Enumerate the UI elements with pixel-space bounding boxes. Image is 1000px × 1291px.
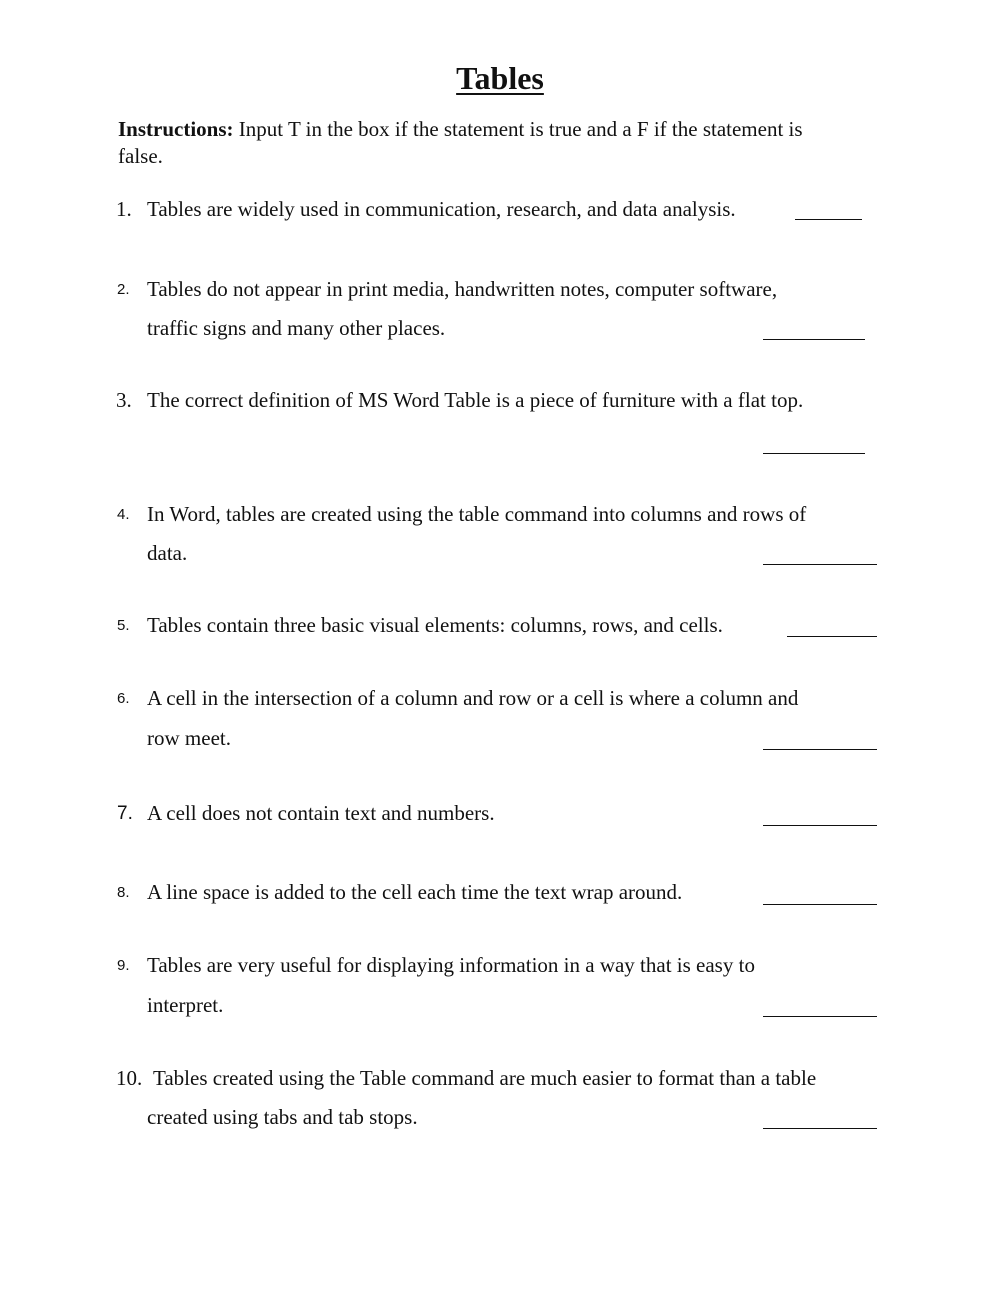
question-text-continued: row meet.: [147, 726, 231, 750]
question-number: 9.: [117, 957, 130, 974]
answer-blank-5[interactable]: [787, 636, 877, 637]
question-number: 4.: [117, 506, 130, 523]
question-text: Tables are widely used in communication, research, and data analysis.: [147, 197, 736, 221]
instructions: [118, 116, 878, 170]
answer-blank-4[interactable]: [763, 564, 877, 565]
instructions-text-continued: false.: [118, 144, 163, 168]
question-text-continued: traffic signs and many other places.: [147, 316, 446, 340]
question-text: Tables are very useful for displaying information in a way that is easy to: [147, 953, 755, 977]
question-number: 5.: [117, 617, 130, 634]
question-text: Tables created using the Table command are much easier to format than a table: [153, 1066, 817, 1090]
question-number: 1.: [116, 197, 132, 221]
instructions-label: Instructions:: [118, 117, 234, 141]
instructions-text: Input T in the box if the statement is true and a F if the statement is: [233, 117, 803, 141]
answer-blank-10[interactable]: [763, 1128, 877, 1129]
question-number: 6.: [117, 690, 130, 707]
question-text: A cell in the intersection of a column and row or a cell is where a column and: [147, 686, 799, 710]
answer-blank-8[interactable]: [763, 904, 877, 905]
question-number: 8.: [117, 884, 130, 901]
page-title: [0, 58, 1000, 98]
question-text: A cell does not contain text and numbers.: [147, 801, 495, 825]
question-number: 2.: [117, 281, 130, 298]
answer-blank-3[interactable]: [763, 453, 865, 454]
question-text-continued: data.: [147, 541, 188, 565]
question-text: The correct definition of MS Word Table is a piece of furniture with a flat top.: [147, 388, 804, 412]
answer-blank-7[interactable]: [763, 825, 877, 826]
answer-blank-1[interactable]: [795, 219, 862, 220]
question-number: 10.: [116, 1066, 143, 1090]
answer-blank-6[interactable]: [763, 749, 877, 750]
question-text-continued: interpret.: [147, 993, 224, 1017]
question-text: In Word, tables are created using the table command into columns and rows of: [147, 502, 807, 526]
answer-blank-2[interactable]: [763, 339, 865, 340]
question-number: 3.: [116, 388, 132, 412]
question-text: A line space is added to the cell each time the text wrap around.: [147, 880, 683, 904]
question-text: Tables contain three basic visual elements: columns, rows, and cells.: [147, 613, 723, 637]
title-text: Tables: [456, 60, 544, 96]
question-number: 7.: [117, 803, 133, 824]
answer-blank-9[interactable]: [763, 1016, 877, 1017]
question-text-continued: created using tabs and tab stops.: [147, 1105, 418, 1129]
question-text: Tables do not appear in print media, handwritten notes, computer software,: [147, 277, 778, 301]
